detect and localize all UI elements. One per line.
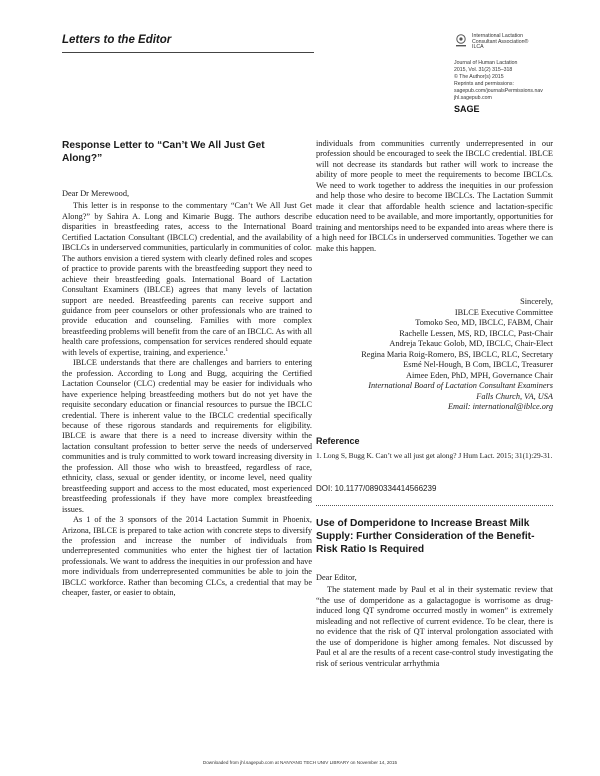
signoff-location: Falls Church, VA, USA (476, 391, 553, 401)
letter1-paragraph-3: As 1 of the 3 sponsors of the 2014 Lactation Summit in Phoenix, Arizona, IBLCE is prepared to take action with concrete steps to diversify the profession and increase the number of individuals from underrepresented communities who enter the highest tier of lactation professionals. We want to address the inequities in our profession and have more individuals from underrepresented communities be able to join the IBCLC workforce. Rather than becoming CLCs, a credential that may be cheaper, faster, or easier to obtain, (62, 515, 312, 598)
signoff-member: Rachelle Lessen, MS, RD, IBCLC, Past-Chair (399, 328, 553, 338)
section-title: Letters to the Editor (62, 34, 172, 46)
header-divider (62, 52, 314, 53)
letter1-body-right (316, 139, 553, 254)
download-footer: Downloaded from jhl.sagepub.com at NANYANG TECH UNIV LIBRARY on November 14, 2015 (202, 760, 398, 765)
reference-item: 1. Long S, Bugg K. Can’t we all just get along? J Hum Lact. 2015; 31(1):29-31. (316, 451, 553, 460)
signoff-member: Esmé Nel-Hough, B Com, IBCLC, Treasurer (403, 360, 553, 369)
letter1-body-left (62, 189, 312, 599)
signoff-closing: Sincerely, (520, 297, 553, 306)
signoff-email[interactable]: Email: international@iblce.org (447, 402, 553, 411)
letter1-paragraph-3-continued: individuals from communities currently underrepresented in our profession should be encouraged to seek the IBCLC credential. IBLCE will not decrease its standards but rather will work to increase the ability of more people to meet the requirements to become IBCLCs. We need to work together to address the inequities in our profession and help those who desire to become IBCLCs. The Lactation Summit made it clear that affordable health science and lactation-specific education need to be available, and more importantly, opportunities for training and mentorships need to be expanded into areas where there is a high need for IBCLCs in underserved communities. Together we can make this happen. (316, 139, 553, 253)
letter1-p1-text: This letter is in response to the commentary “Can’t We All Just Get Along?” by Sahira A. Long and Kimarie Bugg. The authors describe disparities in breastfeeding rates, access to the International Board Certified Lactation Consultant (IBCLC) credential, and the availability of IBCLCs in underserved communities, particularly in communities of color. The authors envision a tiered system with clearly defined roles and scopes of practice to provide parents with the breastfeeding support they need to achieve their breastfeeding goals. International Board of Lactation Consultant Examiners (IBLCE) agrees that many levels of lactation support are needed. Breastfeeding parents can receive support and guidance from peer counselors or other professionals who are trained to provide education and counseling. Families with more complex breastfeeding problems will benefit from the care of an IBCLC. As with all health care professions, compensation for services rendered should equate with levels of expertise, training, and experience. (62, 201, 312, 357)
letter1-title: Response Letter to “Can’t We All Just Get Along?” (62, 140, 265, 164)
letter1-paragraph-1 (62, 201, 312, 358)
letter1-p1-citation: 1 (225, 347, 229, 354)
letter1-salutation: Dear Dr Merewood, (62, 189, 130, 198)
letter1-paragraph-2: IBLCE understands that there are challenges and barriers to entering the profession. According to Long and Bugg, acquiring the Certified Lactation Counselor (CLC) credential may be easier for individuals who have experience helping breastfeeding mothers but do not yet have the requisite secondary education or financial resources to pursue the IBCLC credential. There is inherent value to the IBCLC credential specifically because of these rigorous standards and requirements for eligibility. IBLCE is aware that there is a need to increase diversity within the lactation consultant profession to better serve the needs of underserved communities and is truly committed to work toward increasing diversity in the profession. All those who wish to breastfeed, regardless of race, ethnicity, class, sexual or gender identity, or income level, need quality breastfeeding support and access to the most educated, most experienced breastfeeding professionals if they have more complex breastfeeding issues. (62, 358, 312, 514)
letters-divider (316, 505, 553, 506)
ilca-logo (454, 33, 572, 51)
letter2-body (316, 573, 553, 669)
ilca-logo-icon (454, 34, 468, 48)
journal-volume: 2015, Vol. 31(2) 315–318 (454, 67, 513, 73)
signoff-member: Aimee Eden, PhD, MPH, Governance Chair (405, 370, 553, 380)
doi[interactable]: DOI: 10.1177/0890334414566239 (316, 484, 437, 493)
journal-name: Journal of Human Lactation (454, 60, 518, 66)
reference-heading: Reference (316, 436, 360, 446)
signoff-organization: International Board of Lactation Consultant Examiners (368, 381, 553, 390)
journal-permissions-link[interactable]: sagepub.com/journalsPermissions.nav (454, 88, 543, 94)
letter1-signoff (316, 297, 553, 413)
journal-site-link[interactable]: jhl.sagepub.com (454, 95, 492, 101)
letter2-paragraph-1: The statement made by Paul et al in their systematic review that “the use of domperidone as a galactagogue is worrisome as drug-induced long QT syndrome occurred mostly in women” is extremely misleading and not reflective of current evidence. To be clear, there is no evidence that the risk of QT interval prolongation associated with the use of domperidone is higher among females. Not discussed by Paul et al are the results of a recent case-control study investigating the risk of serious ventricular arrhythmia (316, 585, 553, 668)
sage-logo: SAGE (454, 104, 480, 114)
signoff-committee: IBLCE Executive Committee (454, 307, 553, 317)
letter2-title: Use of Domperidone to Increase Breast Milk Supply: Further Consideration of the Benefit-Risk Ratio Is Required (316, 518, 535, 555)
logo-line-3: ILCA (472, 44, 484, 51)
logo-line-2: Consultant Association® (472, 38, 529, 45)
signoff-member: Andreja Tekauc Golob, MD, IBCLC, Chair-Elect (389, 339, 553, 348)
journal-reprints: Reprints and permissions: (454, 81, 514, 87)
letter2-salutation: Dear Editor, (316, 573, 357, 582)
signoff-member: Regina Maria Roig-Romero, BS, IBCLC, RLC, Secretary (361, 349, 553, 359)
signoff-member: Tomoko Seo, MD, IBCLC, FABM, Chair (415, 318, 553, 327)
journal-info (454, 60, 543, 102)
journal-copyright: © The Author(s) 2015 (454, 74, 504, 80)
logo-line-1: International Lactation (472, 33, 524, 39)
